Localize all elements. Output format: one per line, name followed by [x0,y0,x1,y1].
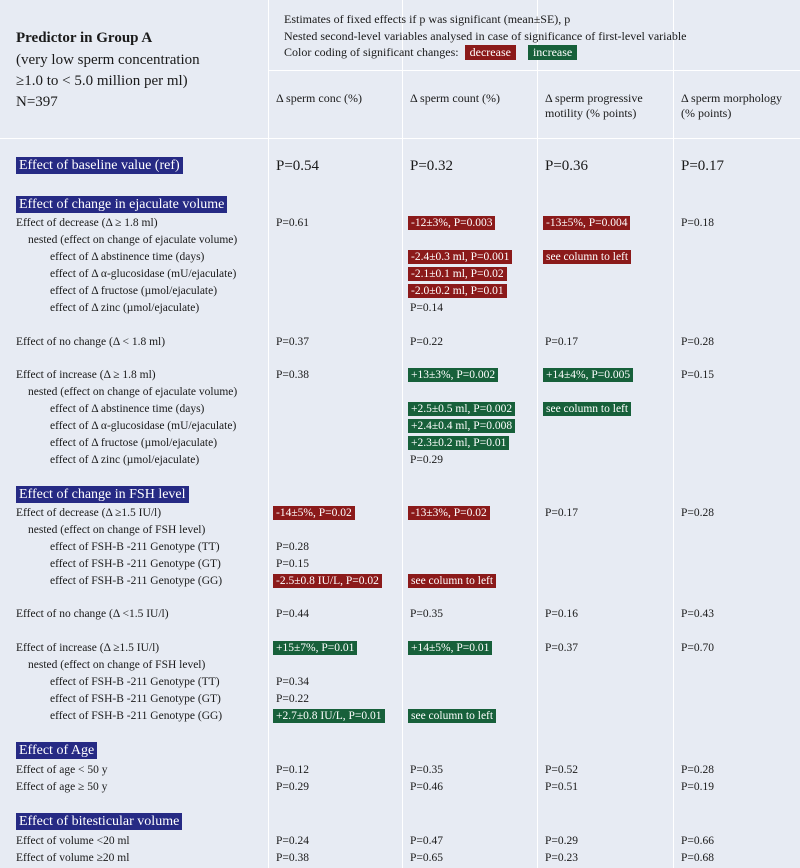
predictor-line-3: N=397 [16,94,58,110]
cell-value: P=0.19 [681,781,715,793]
column-divider [537,0,538,868]
row-label: Effect of no change (Δ <1.5 IU/l) [16,608,169,620]
row-label: Effect of age ≥ 50 y [16,781,108,793]
legend-label: Color coding of significant changes: [284,45,459,59]
cell-value: P=0.24 [276,835,310,847]
cell-increase: +2.3±0.2 ml, P=0.01 [408,436,509,450]
column-header-motility-1: Δ sperm progressive [545,91,643,105]
cell-value: P=0.65 [410,852,444,864]
column-header-morphology-2: (% points) [681,106,732,120]
cell-value: P=0.35 [410,764,444,776]
row-label: Effect of increase (Δ ≥ 1.8 ml) [16,369,156,381]
header-divider [0,138,800,139]
row-label: Effect of increase (Δ ≥1.5 IU/l) [16,642,160,654]
row-label: effect of Δ zinc (µmol/ejaculate) [50,302,200,314]
cell-increase: +2.5±0.5 ml, P=0.002 [408,402,515,416]
cell-value: P=0.51 [545,781,579,793]
cell-value: P=0.22 [276,693,310,705]
row-label: Effect of decrease (Δ ≥1.5 IU/l) [16,507,162,519]
section-age: Effect of Age [16,742,97,759]
cell-value: P=0.29 [410,454,444,466]
row-label: effect of FSH-B -211 Genotype (TT) [50,676,220,688]
row-label: effect of FSH-B -211 Genotype (GG) [50,575,223,587]
cell-value: P=0.29 [276,781,310,793]
cell-decrease: -2.0±0.2 ml, P=0.01 [408,284,507,298]
cell-value: P=0.47 [410,835,444,847]
cell-value: P=0.37 [545,642,579,654]
row-label: effect of Δ zinc (µmol/ejaculate) [50,454,200,466]
cell-value: P=0.61 [276,217,310,229]
cell-value: P=0.38 [276,369,310,381]
cell-value: P=0.28 [681,507,715,519]
cell-value: P=0.28 [276,541,310,553]
cell-increase: see column to left [543,402,631,416]
color-legend [284,45,577,60]
cell-decrease: -13±3%, P=0.02 [408,506,490,520]
row-label: effect of FSH-B -211 Genotype (TT) [50,541,220,553]
cell-value: P=0.70 [681,642,715,654]
column-header-motility-2: motility (% points) [545,106,637,120]
cell-increase: +15±7%, P=0.01 [273,641,357,655]
cell-decrease: -13±5%, P=0.004 [543,216,630,230]
row-label: nested (effect on change of ejaculate volume) [28,386,238,398]
cell-value: P=0.15 [276,558,310,570]
column-divider [402,0,403,868]
predictor-line-2: ≥1.0 to < 5.0 million per ml) [16,73,188,89]
cell-value: P=0.66 [681,835,715,847]
cell-value: P=0.37 [276,336,310,348]
row-label: Effect of volume ≥20 ml [16,852,130,864]
cell-value: P=0.28 [681,764,715,776]
cell-value: P=0.34 [276,676,310,688]
row-label: Effect of age < 50 y [16,764,108,776]
cell-decrease: -12±3%, P=0.003 [408,216,495,230]
column-divider [673,0,674,868]
row-label: effect of Δ abstinence time (days) [50,251,205,263]
predictor-line-1: (very low sperm concentration [16,52,200,68]
legend-decrease: decrease [465,45,516,60]
cell-value: P=0.52 [545,764,579,776]
section-ejaculate-volume: Effect of change in ejaculate volume [16,196,227,213]
row-label: nested (effect on change of ejaculate volume) [28,234,238,246]
row-label: effect of Δ fructose (µmol/ejaculate) [50,285,218,297]
row-label: effect of Δ α-glucosidase (mU/ejaculate) [50,420,237,432]
cell-value: P=0.38 [276,852,310,864]
cell-decrease: see column to left [408,574,496,588]
baseline-conc: P=0.54 [276,158,320,174]
cell-decrease: see column to left [543,250,631,264]
cell-value: P=0.23 [545,852,579,864]
cell-value: P=0.16 [545,608,579,620]
note-nested: Nested second-level variables analysed in case of significance of first-level variable [284,29,687,43]
cell-value: P=0.14 [410,302,444,314]
row-label: effect of Δ abstinence time (days) [50,403,205,415]
cell-increase: see column to left [408,709,496,723]
row-label: nested (effect on change of FSH level) [28,524,206,536]
row-label: effect of Δ fructose (µmol/ejaculate) [50,437,218,449]
section-bitesticular-volume: Effect of bitesticular volume [16,813,182,830]
legend-increase: increase [528,45,577,60]
cell-increase: +13±3%, P=0.002 [408,368,498,382]
cell-decrease: -2.4±0.3 ml, P=0.001 [408,250,512,264]
cell-decrease: -2.1±0.1 ml, P=0.02 [408,267,507,281]
section-fsh-level: Effect of change in FSH level [16,486,189,503]
column-divider [268,0,269,868]
row-label: effect of FSH-B -211 Genotype (GG) [50,710,223,722]
baseline-morphology: P=0.17 [681,158,725,174]
cell-value: P=0.22 [410,336,444,348]
cell-value: P=0.18 [681,217,715,229]
cell-increase: +2.7±0.8 IU/L, P=0.01 [273,709,385,723]
note-estimates: Estimates of fixed effects if p was significant (mean±SE), p [284,12,571,26]
cell-value: P=0.12 [276,764,310,776]
row-label: nested (effect on change of FSH level) [28,659,206,671]
cell-value: P=0.46 [410,781,444,793]
cell-value: P=0.43 [681,608,715,620]
row-label: effect of Δ α-glucosidase (mU/ejaculate) [50,268,237,280]
column-header-morphology-1: Δ sperm morphology [681,91,783,105]
baseline-motility: P=0.36 [545,158,589,174]
column-header-count: Δ sperm count (%) [410,91,501,105]
cell-decrease: -14±5%, P=0.02 [273,506,355,520]
row-label: Effect of no change (Δ < 1.8 ml) [16,336,166,348]
row-label: Effect of volume <20 ml [16,835,130,847]
row-label: effect of FSH-B -211 Genotype (GT) [50,558,221,570]
cell-value: P=0.17 [545,507,579,519]
cell-decrease: -2.5±0.8 IU/L, P=0.02 [273,574,382,588]
cell-increase: +14±5%, P=0.01 [408,641,492,655]
cell-value: P=0.29 [545,835,579,847]
cell-value: P=0.28 [681,336,715,348]
cell-value: P=0.17 [545,336,579,348]
cell-increase: +14±4%, P=0.005 [543,368,633,382]
predictor-title: Predictor in Group A [16,30,153,46]
cell-value: P=0.44 [276,608,310,620]
row-label: effect of FSH-B -211 Genotype (GT) [50,693,221,705]
baseline-count: P=0.32 [410,158,454,174]
row-label: Effect of decrease (Δ ≥ 1.8 ml) [16,217,158,229]
cell-value: P=0.68 [681,852,715,864]
cell-increase: +2.4±0.4 ml, P=0.008 [408,419,515,433]
header-divider [269,70,800,71]
cell-value: P=0.35 [410,608,444,620]
section-baseline: Effect of baseline value (ref) [16,157,183,174]
column-header-conc: Δ sperm conc (%) [276,91,363,105]
cell-value: P=0.15 [681,369,715,381]
